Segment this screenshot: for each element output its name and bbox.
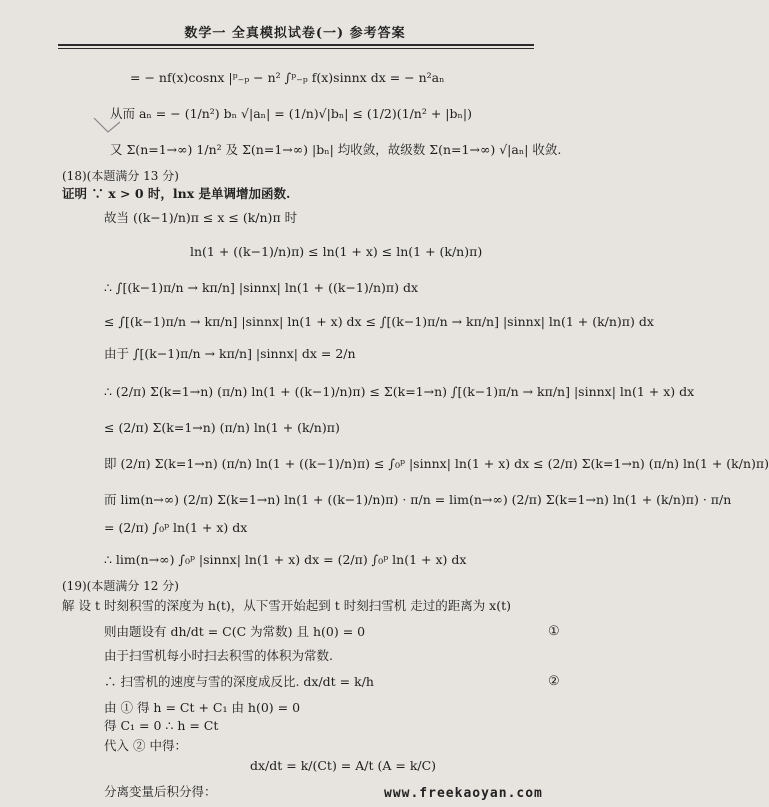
formula-line: = (2/π) ∫₀ᵖ ln(1 + x) dx [104, 520, 248, 535]
formula-line: 得 C₁ = 0 ∴ h = Ct [104, 718, 219, 733]
formula-line: 即 (2/π) Σ(k=1→n) (π/n) ln(1 + ((k−1)/n)π) ≤ ∫₀ᵖ |sinnx| ln(1 + x) dx ≤ (2/π) Σ(k=1→n) (π/n) ln(1 + (k/n)π) [104, 456, 769, 471]
formula-line: dx/dt = k/(Ct) = A/t (A = k/C) [250, 758, 437, 773]
formula-line: 由 ① 得 h = Ct + C₁ 由 h(0) = 0 [104, 700, 301, 715]
page-header: 数学一 全真模拟试卷(一) 参考答案 [184, 26, 406, 41]
header-rule [58, 44, 534, 46]
formula-line: 则由题设有 dh/dt = C(C 为常数) 且 h(0) = 0 [104, 624, 366, 639]
formula-line: ∴ 扫雪机的速度与雪的深度成反比. dx/dt = k/h [104, 674, 374, 689]
formula-line: ln(1 + ((k−1)/n)π) ≤ ln(1 + x) ≤ ln(1 + (k/n)π) [190, 244, 483, 259]
equation-number-1: ① [548, 624, 560, 639]
website-watermark: www.freekaoyan.com [384, 786, 543, 801]
solution-line: 分离变量后积分得： [104, 784, 217, 799]
solution-line: 代入 ② 中得： [104, 738, 187, 753]
formula-line: ∴ ∫[(k−1)π/n → kπ/n] |sinnx| ln(1 + ((k−1)/n)π) dx [104, 280, 419, 295]
formula-line: ≤ (2/π) Σ(k=1→n) (π/n) ln(1 + (k/n)π) [104, 420, 340, 435]
formula-line: 由于 ∫[(k−1)π/n → kπ/n] |sinnx| dx = 2/n [104, 346, 356, 361]
solution-line: 解 设 t 时刻积雪的深度为 h(t)，从下雪开始起到 t 时刻扫雪机 走过的距离为 x(t) [62, 598, 511, 613]
formula-line: 又 Σ(n=1→∞) 1/n² 及 Σ(n=1→∞) |bₙ| 均收敛，故级数 Σ(n=1→∞) √|aₙ| 收敛. [110, 142, 562, 157]
section-heading: (19)(本题满分 12 分) [62, 579, 179, 593]
solution-line: 由于扫雪机每小时扫去积雪的体积为常数. [104, 648, 333, 663]
formula-line: ∴ lim(n→∞) ∫₀ᵖ |sinnx| ln(1 + x) dx = (2/π) ∫₀ᵖ ln(1 + x) dx [104, 552, 467, 567]
formula-line: 而 lim(n→∞) (2/π) Σ(k=1→n) ln(1 + ((k−1)/n)π) · π/n = lim(n→∞) (2/π) Σ(k=1→n) ln(1 + (k/n)π) · π/n [104, 492, 732, 507]
proof-line: 证明 ∵ x > 0 时，lnx 是单调增加函数. [62, 186, 291, 201]
section-heading: (18)(本题满分 13 分) [62, 169, 179, 183]
equation-number-2: ② [548, 674, 560, 689]
formula-line: ≤ ∫[(k−1)π/n → kπ/n] |sinnx| ln(1 + x) dx ≤ ∫[(k−1)π/n → kπ/n] |sinnx| ln(1 + (k/n)π) dx [104, 314, 654, 329]
header-rule-thin [58, 48, 534, 49]
formula-line: ∴ (2/π) Σ(k=1→n) (π/n) ln(1 + ((k−1)/n)π) ≤ Σ(k=1→n) ∫[(k−1)π/n → kπ/n] |sinnx| ln(1 + x) dx [104, 384, 695, 399]
formula-line: = − nf(x)cosnx |ᵖ₋ₚ − n² ∫ᵖ₋ₚ f(x)sinnx dx = − n²aₙ [130, 70, 445, 85]
formula-line: 从而 aₙ = − (1/n²) bₙ √|aₙ| = (1/n)√|bₙ| ≤ (1/2)(1/n² + |bₙ|) [110, 106, 472, 121]
formula-line: 故当 ((k−1)/n)π ≤ x ≤ (k/n)π 时 [104, 210, 298, 225]
